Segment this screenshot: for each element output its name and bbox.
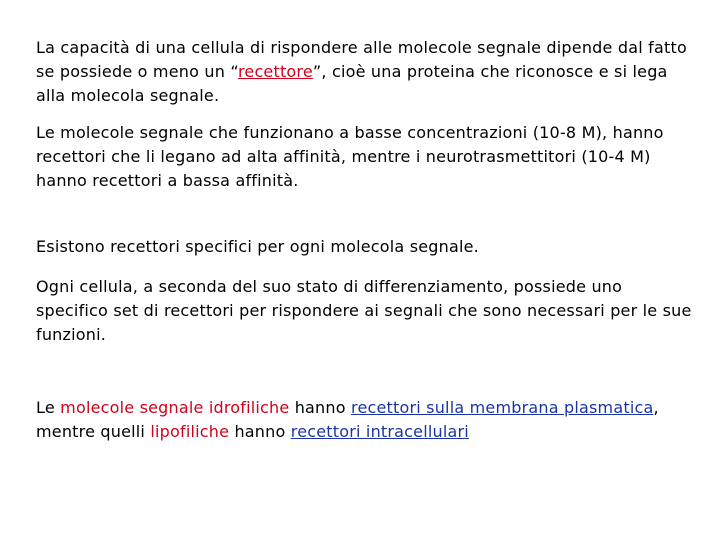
intracellular-receptors: recettori intracellulari [290, 422, 469, 441]
lipophilic-molecules: lipofiliche [150, 422, 230, 441]
p5-part2: hanno [289, 398, 352, 417]
p1-text-after: ”, cioè una proteina che riconosce e si lega alla molecola segnale. [36, 62, 668, 105]
paragraph-affinity: Le molecole segnale che funzionano a basse concentrazioni (10-8 M), hanno recettori che li legano ad alta affinità, mentre i neurotrasmettitori (10-4 M) hanno recettori a bassa affinità. [36, 123, 664, 190]
paragraph-receptor-location [36, 396, 696, 444]
p1-text-before: La capacità di una cellula di rispondere alle molecole segnale dipende dal fatto se possiede o meno un “ [36, 38, 687, 81]
membrane-receptors: recettori sulla membrana plasmatica [351, 398, 654, 417]
p5-part1: Le [36, 398, 61, 417]
p5-part4: hanno [229, 422, 291, 441]
recettore-highlight: recettore [237, 62, 313, 81]
p5-part3: , mentre quelli [36, 398, 659, 441]
hydrophilic-molecules: molecole segnale idrofiliche [60, 398, 290, 417]
paragraph-differentiation: Ogni cellula, a seconda del suo stato di differenziamento, possiede uno specifico set di recettori per rispondere ai segnali che sono necessari per le sue funzioni. [36, 277, 692, 344]
paragraph-receptor-definition [36, 36, 696, 108]
paragraph-specific-receptors: Esistono recettori specifici per ogni molecola segnale. [36, 237, 479, 256]
